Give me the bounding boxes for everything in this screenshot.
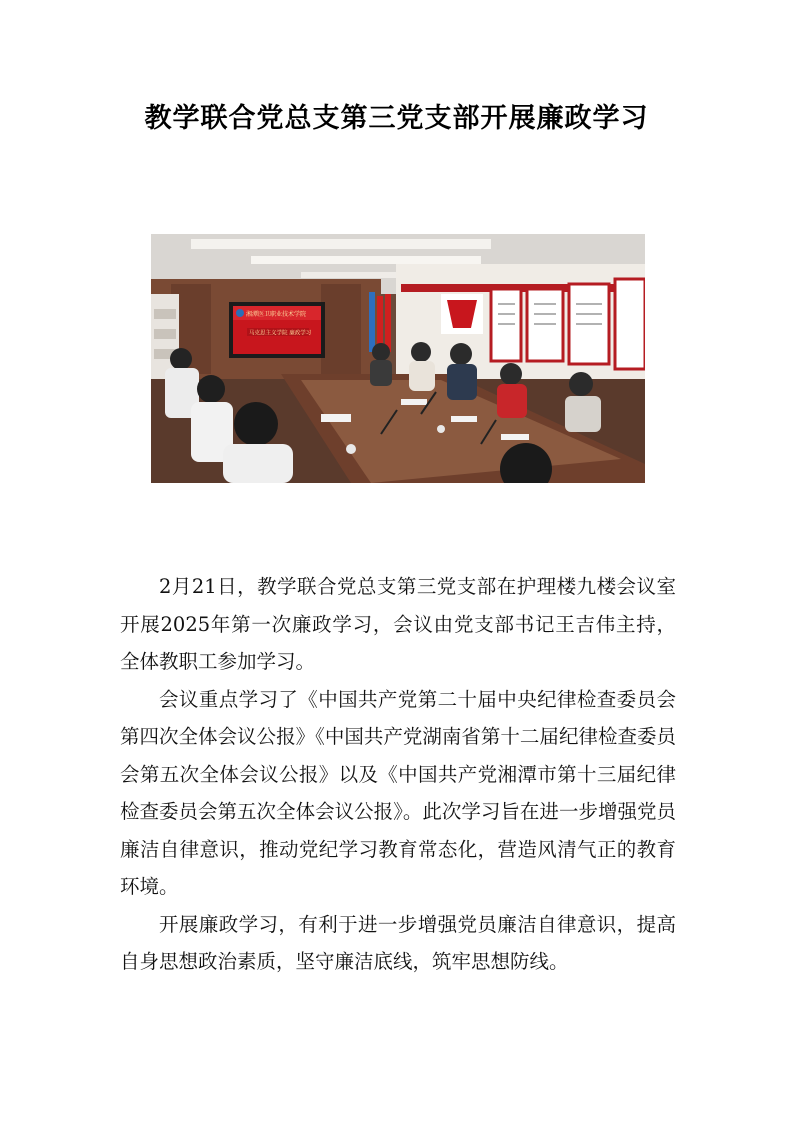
paragraph-2: 会议重点学习了《中国共产党第二十届中央纪律检查委员会第四次全体会议公报》《中国共产党湖南省第十二届纪律检查委员会第五次全体会议公报》以及《中国共产党湘潭市第十三届纪律检查委员会第五次全体会议公报》。此次学习旨在进一步增强党员廉洁自律意识，推动党纪学习教育常态化，营造风清气正的教育环境。 [120, 687, 676, 898]
screen-title-1: 湘潭医卫职业技术学院 [246, 311, 307, 318]
page-title: 教学联合党总支第三党支部开展廉政学习 [144, 103, 649, 134]
paragraph-1: 2月21日，教学联合党总支第三党支部在护理楼九楼会议室开展2025年第一次廉政学习，会议由党支部书记王吉伟主持，全体教职工参加学习。 [120, 575, 676, 673]
screen-title-2: 马克思主义学院 廉政学习 [249, 330, 312, 337]
article-body [120, 568, 676, 981]
paragraph-3: 开展廉政学习，有利于进一步增强党员廉洁自律意识，提高自身思想政治素质，坚守廉洁底线，筑牢思想防线。 [120, 912, 676, 973]
meeting-photo [151, 234, 645, 483]
